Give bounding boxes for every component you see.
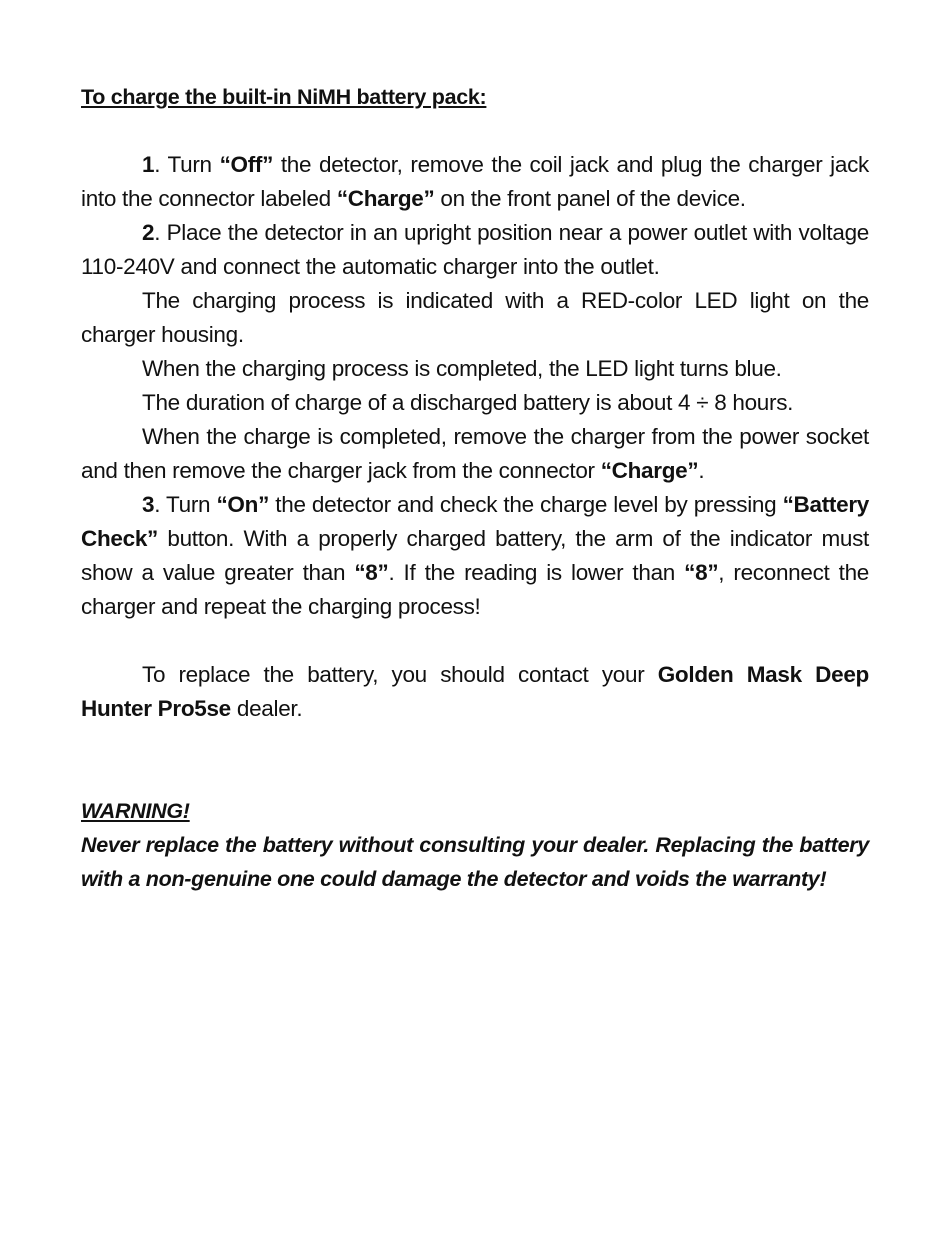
step-2-text: . Place the detector in an upright position near a power outlet with voltage 110-240V and connect the automatic charger into the outlet. bbox=[81, 220, 869, 279]
remove-text-b: . bbox=[698, 458, 705, 483]
step-3-text-c: button. With a properly charged battery, the arm of the indicator must show a value greater than bbox=[81, 526, 869, 585]
product-name: Golden Mask Deep Hunter Pro5se bbox=[81, 662, 869, 721]
step-2 bbox=[81, 216, 869, 284]
step-1 bbox=[81, 148, 869, 216]
paragraph-replace-battery bbox=[81, 658, 869, 726]
step-3-on-label: “On” bbox=[216, 492, 270, 517]
document-page bbox=[81, 80, 869, 896]
paragraph-red-led: The charging process is indicated with a RED-color LED light on the charger housing. bbox=[81, 288, 869, 347]
warning-text: Never replace the battery without consulting your dealer. Replacing the battery with a non-genuine one could damage the detector and voids the warranty! bbox=[81, 833, 869, 891]
replace-text-b: dealer. bbox=[230, 696, 303, 721]
step-2-number: 2 bbox=[142, 220, 155, 245]
spacer bbox=[81, 624, 869, 658]
step-3-text-d: . If the reading is lower than bbox=[388, 560, 685, 585]
paragraph-remove-charger bbox=[81, 420, 869, 488]
step-3-number: 3 bbox=[142, 492, 155, 517]
paragraph-blue-led: When the charging process is completed, the LED light turns blue. bbox=[142, 356, 782, 381]
step-1-text-c: on the front panel of the device. bbox=[434, 186, 746, 211]
step-3-battery-check-label: “Battery Check” bbox=[81, 492, 869, 551]
step-1-number: 1 bbox=[142, 152, 155, 177]
step-1-text-a: . Turn bbox=[154, 152, 220, 177]
step-3 bbox=[81, 488, 869, 624]
step-1-text-b: the detector, remove the coil jack and plug the charger jack into the connector labeled bbox=[81, 152, 869, 211]
remove-text-a: When the charge is completed, remove the charger from the power socket and then remove the charger jack from the connector bbox=[81, 424, 869, 483]
step-3-value-a: “8” bbox=[354, 560, 389, 585]
warning-title: WARNING! bbox=[81, 799, 190, 823]
step-3-text-b: the detector and check the charge level by pressing bbox=[269, 492, 783, 517]
step-3-value-b: “8” bbox=[684, 560, 719, 585]
step-3-text-e: , reconnect the charger and repeat the charging process! bbox=[81, 560, 870, 619]
replace-text-a: To replace the battery, you should contact your bbox=[142, 662, 658, 687]
step-1-charge-label: “Charge” bbox=[336, 186, 435, 211]
step-1-off-label: “Off” bbox=[219, 152, 274, 177]
paragraph-duration: The duration of charge of a discharged battery is about 4 ÷ 8 hours. bbox=[142, 390, 794, 415]
section-heading: To charge the built-in NiMH battery pack: bbox=[81, 85, 487, 109]
spacer-large bbox=[81, 726, 869, 794]
step-3-text-a: . Turn bbox=[154, 492, 217, 517]
remove-charge-label: “Charge” bbox=[600, 458, 699, 483]
